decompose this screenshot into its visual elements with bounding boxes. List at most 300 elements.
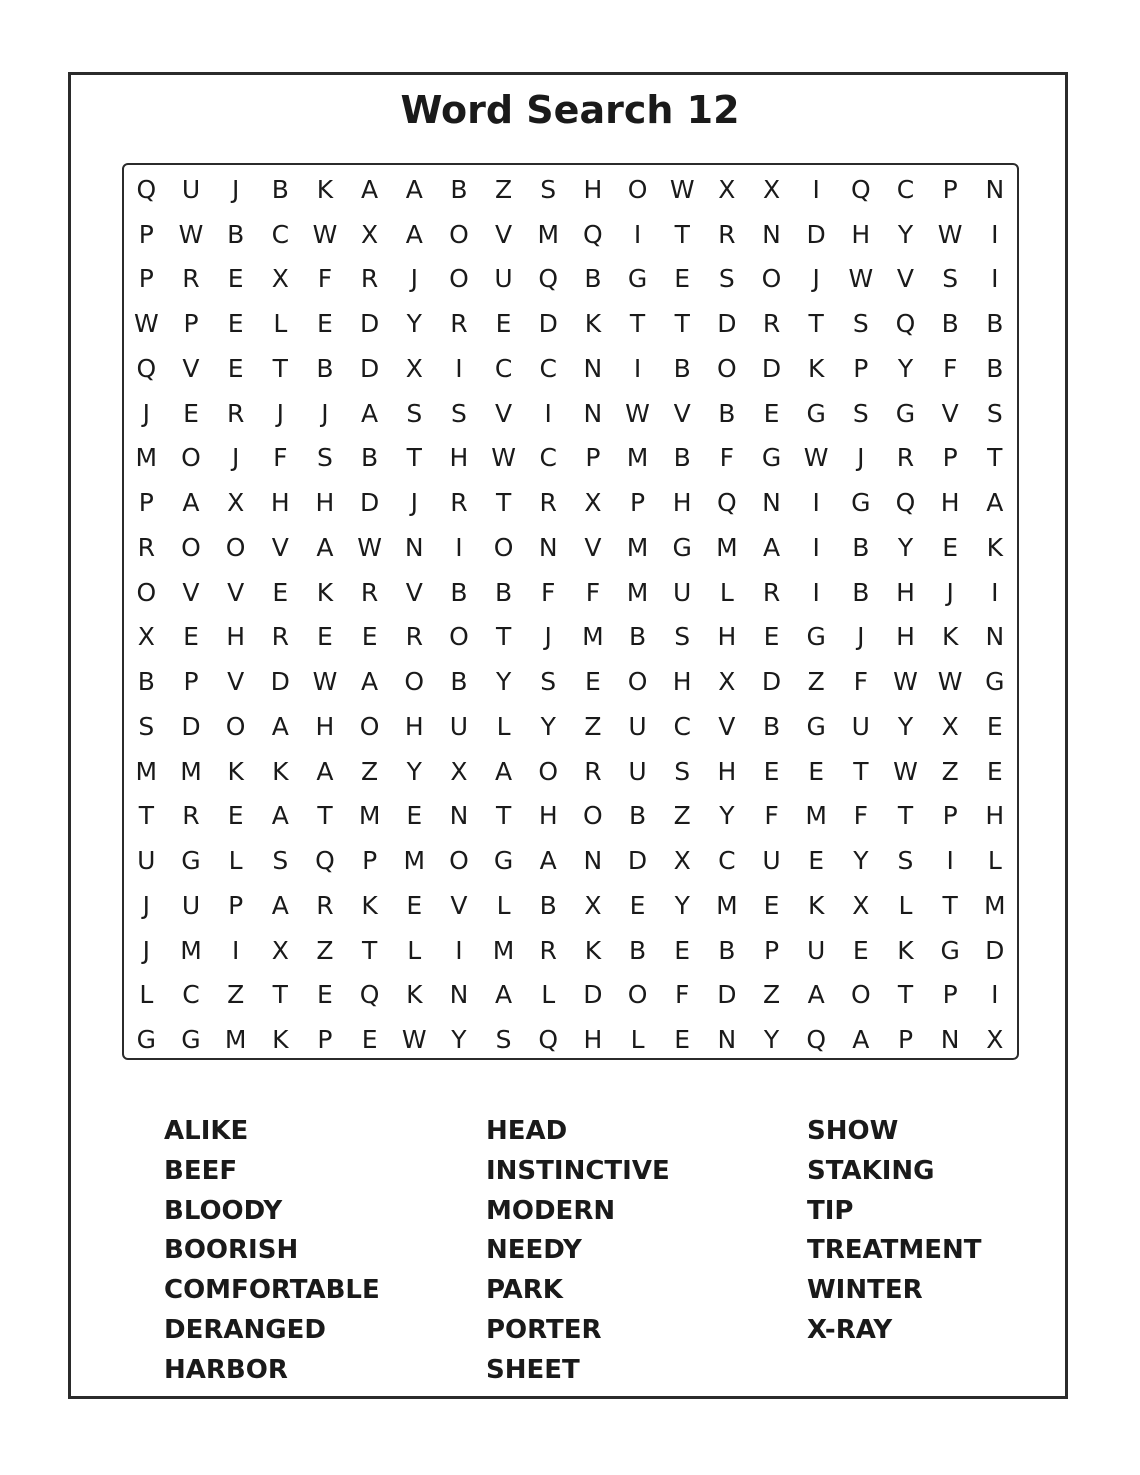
word-list-item: MODERN xyxy=(486,1195,616,1226)
grid-cell: A xyxy=(986,488,1004,518)
grid-cell: S xyxy=(406,398,423,428)
grid-cell: L xyxy=(630,1025,645,1055)
grid-cell: W xyxy=(178,219,204,249)
grid-cell: V xyxy=(495,219,513,249)
grid-cell: L xyxy=(496,890,511,920)
grid-cell: V xyxy=(227,667,245,697)
grid-cell: S xyxy=(674,756,691,786)
grid-cell: L xyxy=(898,890,913,920)
grid-cell: R xyxy=(762,577,781,607)
grid-cell: M xyxy=(716,532,738,562)
grid-cell: F xyxy=(273,443,288,473)
grid-row xyxy=(124,257,1017,302)
grid-cell: W xyxy=(669,174,695,204)
grid-cell: R xyxy=(539,488,557,518)
grid-row xyxy=(124,1017,1017,1062)
grid-cell: L xyxy=(228,846,243,876)
grid-cell: P xyxy=(183,309,199,339)
grid-cell: V xyxy=(271,532,289,562)
grid-cell: V xyxy=(227,577,245,607)
grid-row xyxy=(124,570,1017,615)
grid-cell: E xyxy=(495,309,512,339)
grid-cell: V xyxy=(584,532,602,562)
grid-cell: T xyxy=(942,890,958,920)
grid-cell: B xyxy=(628,622,647,652)
grid-cell: X xyxy=(137,622,155,652)
grid-cell: E xyxy=(629,890,646,920)
grid-cell: H xyxy=(940,488,960,518)
grid-row xyxy=(124,346,1017,391)
grid-cell: R xyxy=(360,577,379,607)
grid-cell: X xyxy=(718,174,736,204)
grid-cell: I xyxy=(946,846,954,876)
grid-cell: M xyxy=(492,935,515,965)
grid-cell: X xyxy=(271,264,289,294)
grid-cell: B xyxy=(495,577,513,607)
grid-cell: K xyxy=(807,890,825,920)
grid-cell: R xyxy=(450,488,468,518)
grid-cell: D xyxy=(761,667,782,697)
grid-cell: R xyxy=(896,443,915,473)
grid-cell: R xyxy=(718,219,736,249)
grid-cell: Q xyxy=(895,309,916,339)
grid-cell: X xyxy=(450,756,468,786)
word-list-item: COMFORTABLE xyxy=(164,1275,380,1306)
grid-cell: U xyxy=(181,174,201,204)
grid-cell: F xyxy=(541,577,556,607)
grid-cell: A xyxy=(361,667,379,697)
word-list xyxy=(0,1112,1140,1392)
grid-cell: R xyxy=(182,264,200,294)
grid-cell: Y xyxy=(763,1025,780,1055)
grid-cell: B xyxy=(941,309,959,339)
grid-cell: D xyxy=(627,846,648,876)
grid-cell: P xyxy=(763,935,780,965)
grid-cell: F xyxy=(585,577,601,607)
word-list-item: BOORISH xyxy=(164,1235,299,1266)
grid-cell: Q xyxy=(850,174,871,204)
grid-cell: O xyxy=(225,711,246,741)
grid-cell: H xyxy=(672,667,692,697)
grid-cell: X xyxy=(361,219,379,249)
grid-cell: B xyxy=(450,577,468,607)
grid-cell: Z xyxy=(495,174,513,204)
grid-row xyxy=(124,525,1017,570)
grid-cell: I xyxy=(812,532,820,562)
grid-cell: B xyxy=(762,711,781,741)
grid-cell: A xyxy=(762,532,781,562)
grid-cell: O xyxy=(181,443,201,473)
grid-row xyxy=(124,838,1017,883)
grid-cell: G xyxy=(627,264,648,294)
grid-cell: D xyxy=(717,309,737,339)
grid-cell: V xyxy=(182,577,200,607)
grid-cell: K xyxy=(272,756,289,786)
grid-cell: W xyxy=(133,309,159,339)
grid-cell: H xyxy=(985,801,1005,831)
grid-cell: N xyxy=(762,488,781,518)
grid-cell: N xyxy=(583,846,603,876)
grid-cell: O xyxy=(627,667,648,697)
grid-cell: O xyxy=(850,980,871,1010)
grid-cell: N xyxy=(717,1025,737,1055)
grid-cell: L xyxy=(987,846,1002,876)
grid-cell: O xyxy=(449,219,469,249)
grid-row xyxy=(124,659,1017,704)
grid-cell: J xyxy=(231,174,240,204)
grid-cell: M xyxy=(626,577,649,607)
grid-cell: X xyxy=(271,935,289,965)
grid-cell: L xyxy=(139,980,154,1010)
grid-cell: D xyxy=(270,667,290,697)
grid-cell: O xyxy=(583,801,603,831)
grid-cell: U xyxy=(628,711,647,741)
grid-cell: K xyxy=(316,577,334,607)
word-column-3 xyxy=(807,1112,981,1351)
grid-cell: C xyxy=(896,174,915,204)
grid-cell: I xyxy=(991,219,999,249)
grid-row xyxy=(124,794,1017,839)
word-list-item: SHEET xyxy=(486,1354,580,1385)
grid-cell: S xyxy=(852,398,869,428)
grid-cell: C xyxy=(539,353,557,383)
grid-cell: O xyxy=(627,980,648,1010)
grid-cell: W xyxy=(357,532,382,562)
grid-cell: R xyxy=(137,532,156,562)
grid-cell: N xyxy=(940,1025,960,1055)
grid-cell: V xyxy=(495,398,513,428)
grid-cell: S xyxy=(674,622,691,652)
word-list-item: PARK xyxy=(486,1275,563,1306)
grid-cell: P xyxy=(853,353,869,383)
grid-cell: N xyxy=(404,532,424,562)
grid-cell: B xyxy=(628,801,647,831)
grid-cell: J xyxy=(142,890,151,920)
grid-cell: J xyxy=(857,443,865,473)
grid-cell: P xyxy=(942,801,958,831)
grid-cell: H xyxy=(717,622,737,652)
grid-cell: M xyxy=(626,532,649,562)
grid-cell: P xyxy=(138,264,154,294)
grid-cell: P xyxy=(183,667,199,697)
grid-cell: E xyxy=(584,667,601,697)
grid-cell: M xyxy=(626,443,649,473)
grid-cell: Y xyxy=(719,801,735,831)
grid-cell: Y xyxy=(897,353,914,383)
grid-cell: Y xyxy=(674,890,690,920)
grid-cell: A xyxy=(361,398,379,428)
grid-cell: S xyxy=(718,264,735,294)
grid-cell: T xyxy=(897,801,914,831)
grid-cell: S xyxy=(317,443,333,473)
grid-cell: W xyxy=(312,219,338,249)
grid-cell: M xyxy=(805,801,827,831)
grid-cell: R xyxy=(450,309,468,339)
grid-cell: O xyxy=(181,532,201,562)
grid-cell: Z xyxy=(316,935,334,965)
grid-cell: J xyxy=(946,577,954,607)
grid-cell: Q xyxy=(315,846,335,876)
grid-cell: B xyxy=(718,935,736,965)
grid-cell: I xyxy=(991,577,999,607)
grid-cell: Z xyxy=(941,756,959,786)
grid-cell: O xyxy=(761,264,782,294)
grid-cell: B xyxy=(137,667,155,697)
grid-cell: K xyxy=(941,622,959,652)
word-column-1 xyxy=(164,1112,380,1391)
grid-cell: E xyxy=(763,398,780,428)
grid-cell: B xyxy=(673,353,691,383)
grid-cell: H xyxy=(896,577,915,607)
grid-cell: E xyxy=(183,622,199,652)
grid-cell: V xyxy=(896,264,915,294)
grid-cell: Q xyxy=(895,488,916,518)
grid-cell: Q xyxy=(806,1025,827,1055)
grid-cell: H xyxy=(851,219,871,249)
grid-cell: U xyxy=(807,935,826,965)
grid-cell: E xyxy=(227,353,244,383)
grid-cell: G xyxy=(761,443,782,473)
grid-cell: X xyxy=(941,711,959,741)
grid-cell: D xyxy=(359,488,380,518)
grid-cell: W xyxy=(491,443,516,473)
grid-cell: S xyxy=(138,711,155,741)
grid-cell: U xyxy=(851,711,870,741)
grid-row xyxy=(124,973,1017,1018)
grid-cell: K xyxy=(227,756,244,786)
grid-cell: B xyxy=(852,577,870,607)
grid-cell: C xyxy=(539,443,557,473)
grid-cell: P xyxy=(228,890,244,920)
grid-cell: U xyxy=(181,890,201,920)
grid-cell: H xyxy=(717,756,737,786)
grid-cell: N xyxy=(449,801,469,831)
grid-cell: M xyxy=(358,801,381,831)
grid-row xyxy=(124,704,1017,749)
grid-cell: X xyxy=(227,488,245,518)
grid-cell: H xyxy=(404,711,424,741)
grid-cell: T xyxy=(674,309,690,339)
grid-row xyxy=(124,167,1017,212)
grid-cell: I xyxy=(455,353,463,383)
grid-cell: X xyxy=(718,667,736,697)
grid-cell: E xyxy=(227,264,244,294)
grid-cell: H xyxy=(226,622,246,652)
grid-cell: T xyxy=(853,756,869,786)
grid-cell: F xyxy=(764,801,779,831)
grid-cell: E xyxy=(763,622,780,652)
grid-cell: T xyxy=(674,219,690,249)
grid-cell: N xyxy=(762,219,781,249)
grid-cell: O xyxy=(359,711,380,741)
grid-cell: U xyxy=(628,756,647,786)
grid-cell: Y xyxy=(897,711,914,741)
grid-cell: Q xyxy=(136,353,157,383)
grid-cell: P xyxy=(630,488,646,518)
word-list-item: PORTER xyxy=(486,1314,602,1345)
grid-cell: J xyxy=(231,443,240,473)
grid-cell: E xyxy=(227,801,244,831)
grid-cell: E xyxy=(272,577,289,607)
grid-cell: D xyxy=(359,309,380,339)
grid-cell: M xyxy=(180,935,202,965)
grid-cell: R xyxy=(316,890,334,920)
grid-cell: H xyxy=(270,488,290,518)
word-list-item: WINTER xyxy=(807,1275,923,1306)
grid-cell: J xyxy=(276,398,284,428)
grid-cell: G xyxy=(940,935,960,965)
grid-cell: P xyxy=(317,1025,333,1055)
grid-cell: Q xyxy=(359,980,380,1010)
grid-cell: W xyxy=(937,219,963,249)
grid-cell: T xyxy=(495,488,512,518)
grid-cell: N xyxy=(583,353,603,383)
grid-cell: U xyxy=(449,711,469,741)
grid-cell: N xyxy=(538,532,558,562)
grid-cell: O xyxy=(717,353,737,383)
grid-cell: C xyxy=(673,711,691,741)
grid-cell: I xyxy=(455,532,463,562)
grid-cell: L xyxy=(496,711,511,741)
grid-cell: L xyxy=(719,577,734,607)
grid-cell: B xyxy=(316,353,334,383)
word-list-item: BLOODY xyxy=(164,1195,283,1226)
grid-cell: E xyxy=(986,711,1003,741)
grid-cell: M xyxy=(135,756,158,786)
grid-cell: I xyxy=(231,935,240,965)
grid-cell: B xyxy=(986,309,1004,339)
grid-cell: K xyxy=(361,890,378,920)
grid-cell: A xyxy=(539,846,557,876)
grid-cell: E xyxy=(406,801,423,831)
word-list-item: SHOW xyxy=(807,1116,899,1146)
grid-cell: H xyxy=(315,711,335,741)
grid-row xyxy=(124,212,1017,257)
grid-cell: A xyxy=(316,756,334,786)
grid-cell: E xyxy=(808,846,825,876)
word-list-item: X-RAY xyxy=(807,1314,893,1345)
grid-cell: Z xyxy=(584,711,602,741)
grid-cell: B xyxy=(584,264,602,294)
grid-cell: J xyxy=(857,622,865,652)
grid-cell: W xyxy=(848,264,874,294)
word-column-2 xyxy=(486,1112,670,1391)
grid-cell: W xyxy=(893,756,918,786)
grid-cell: P xyxy=(585,443,601,473)
grid-cell: A xyxy=(271,801,289,831)
grid-cell: W xyxy=(803,443,829,473)
word-list-item: HARBOR xyxy=(164,1354,288,1385)
grid-cell: H xyxy=(583,1025,603,1055)
grid-cell: P xyxy=(942,174,958,204)
grid-cell: J xyxy=(410,264,418,294)
grid-cell: B xyxy=(539,890,557,920)
grid-cell: M xyxy=(224,1025,247,1055)
grid-cell: W xyxy=(401,1025,427,1055)
grid-cell: D xyxy=(181,711,201,741)
grid-cell: S xyxy=(897,846,914,876)
grid-cell: I xyxy=(991,980,999,1010)
grid-cell: Q xyxy=(717,488,737,518)
grid-cell: A xyxy=(405,174,423,204)
grid-cell: Z xyxy=(673,801,691,831)
grid-cell: Y xyxy=(897,532,914,562)
grid-cell: B xyxy=(852,532,870,562)
grid-cell: T xyxy=(317,801,333,831)
grid-cell: B xyxy=(450,174,468,204)
grid-cell: O xyxy=(449,264,469,294)
grid-cell: R xyxy=(182,801,200,831)
grid-cell: G xyxy=(181,846,201,876)
grid-cell: E xyxy=(361,622,378,652)
grid-cell: X xyxy=(405,353,423,383)
grid-cell: U xyxy=(494,264,513,294)
word-list-item: ALIKE xyxy=(164,1116,249,1146)
grid-cell: K xyxy=(316,174,334,204)
grid-cell: X xyxy=(762,174,781,204)
grid-cell: B xyxy=(673,443,691,473)
grid-cell: O xyxy=(225,532,246,562)
grid-cell: B xyxy=(227,219,245,249)
grid-cell: M xyxy=(984,890,1006,920)
grid-cell: H xyxy=(315,488,335,518)
grid-cell: Z xyxy=(361,756,379,786)
grid-cell: E xyxy=(317,980,333,1010)
grid-cell: I xyxy=(633,219,642,249)
grid-cell: T xyxy=(406,443,422,473)
grid-cell: C xyxy=(182,980,200,1010)
grid-cell: K xyxy=(272,1025,289,1055)
grid-cell: B xyxy=(450,667,468,697)
grid-cell: R xyxy=(360,264,379,294)
grid-cell: X xyxy=(986,1025,1004,1055)
grid-cell: R xyxy=(762,309,781,339)
grid-cell: G xyxy=(806,622,826,652)
word-list-item: STAKING xyxy=(807,1155,935,1186)
grid-cell: I xyxy=(455,935,463,965)
grid-cell: P xyxy=(362,846,378,876)
grid-cell: D xyxy=(806,219,826,249)
grid-cell: G xyxy=(806,711,826,741)
grid-cell: X xyxy=(584,488,602,518)
grid-cell: S xyxy=(450,398,467,428)
grid-cell: T xyxy=(272,353,288,383)
grid-cell: E xyxy=(942,532,959,562)
grid-cell: A xyxy=(807,980,825,1010)
grid-cell: Z xyxy=(807,667,825,697)
grid-cell: A xyxy=(182,488,200,518)
grid-cell: Y xyxy=(451,1025,467,1055)
grid-cell: I xyxy=(633,353,642,383)
grid-row xyxy=(124,928,1017,973)
grid-cell: C xyxy=(271,219,290,249)
grid-cell: I xyxy=(812,577,820,607)
grid-cell: N xyxy=(583,398,603,428)
grid-cell: P xyxy=(942,980,958,1010)
grid-cell: U xyxy=(137,846,156,876)
grid-cell: K xyxy=(897,935,914,965)
grid-row xyxy=(124,436,1017,481)
grid-cell: P xyxy=(897,1025,914,1055)
grid-cell: I xyxy=(812,488,820,518)
grid-cell: E xyxy=(674,1025,691,1055)
grid-cell: M xyxy=(582,622,604,652)
grid-cell: A xyxy=(316,532,334,562)
grid-cell: O xyxy=(449,622,469,652)
grid-cell: N xyxy=(985,174,1005,204)
grid-cell: E xyxy=(852,935,869,965)
grid-cell: F xyxy=(853,667,869,697)
